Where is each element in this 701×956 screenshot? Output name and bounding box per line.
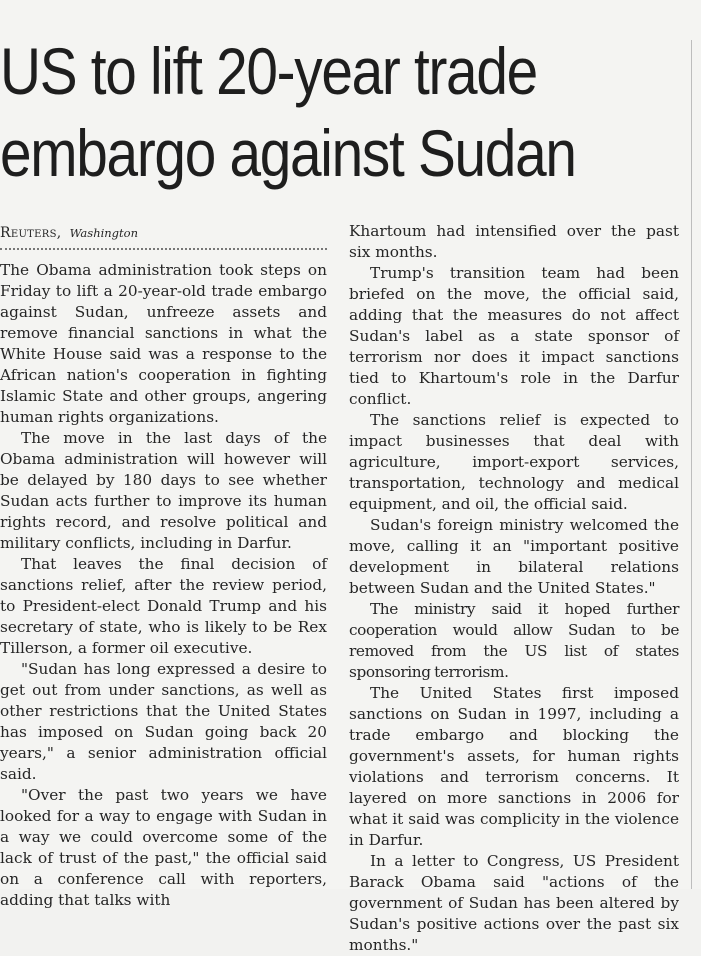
article-column-right — [349, 221, 679, 956]
article-paragraph: "Sudan has long expressed a desire to get out from under sanctions, as well as other restrictions that the United States has imposed on Sudan going back 20 years," a senior administration official said. — [0, 660, 327, 783]
headline-line-2: embargo against Sudan — [0, 116, 576, 190]
byline-location: Washington — [69, 226, 138, 240]
article-paragraph: The ministry said it hoped further cooperation would allow Sudan to be removed from the US list of states sponsoring terrorism. — [349, 600, 679, 681]
article-paragraph: Trump's transition team had been briefed on the move, the official said, adding that the measures do not affect Sudan's label as a state sponsor of terrorism nor does it impact sanctions tied to Khartoum's role in the Darfur conflict. — [349, 264, 679, 408]
byline — [0, 223, 327, 244]
article-paragraph: "Over the past two years we have looked for a way to engage with Sudan in a way we could overcome some of the lack of trust of the past," the official said on a conference call with reporters, adding that talks with — [0, 786, 327, 909]
article-paragraph: In a letter to Congress, US President Barack Obama said "actions of the government of Sudan has been altered by Sudan's positive actions over the past six months." — [349, 852, 679, 954]
headline — [0, 30, 593, 194]
byline-agency: Reuters, — [0, 225, 62, 241]
article-paragraph: The sanctions relief is expected to impact businesses that deal with agriculture, import-export services, transportation, technology and medical equipment, and oil, the official said. — [349, 411, 679, 513]
article-paragraph: The Obama administration took steps on Friday to lift a 20-year-old trade embargo against Sudan, unfreeze assets and remove financial sanctions in what the White House said was a response to the African nation's cooperation in fighting Islamic State and other groups, angering human rights organizations. — [0, 261, 327, 426]
article-paragraph: Khartoum had intensified over the past six months. — [349, 222, 679, 261]
article-paragraph: That leaves the final decision of sanctions relief, after the review period, to President-elect Donald Trump and his secretary of state, who is likely to be Rex Tillerson, a former oil executive. — [0, 555, 327, 657]
article-paragraph: The United States first imposed sanctions on Sudan in 1997, including a trade embargo and blocking the government's assets, for human rights violations and terrorism concerns. It layered on more sanctions in 2006 for what it said was complicity in the violence in Darfur. — [349, 684, 679, 849]
column-rule — [691, 40, 692, 889]
dotted-divider — [0, 248, 327, 250]
article-paragraph: The move in the last days of the Obama administration will however will be delayed by 180 days to see whether Sudan acts further to improve its human rights record, and resolve political and military conflicts, including in Darfur. — [0, 429, 327, 552]
article-column-left — [0, 221, 327, 911]
headline-line-1: US to lift 20-year trade — [0, 34, 537, 108]
article-paragraph: Sudan's foreign ministry welcomed the move, calling it an "important positive development in bilateral relations between Sudan and the United States." — [349, 516, 679, 597]
